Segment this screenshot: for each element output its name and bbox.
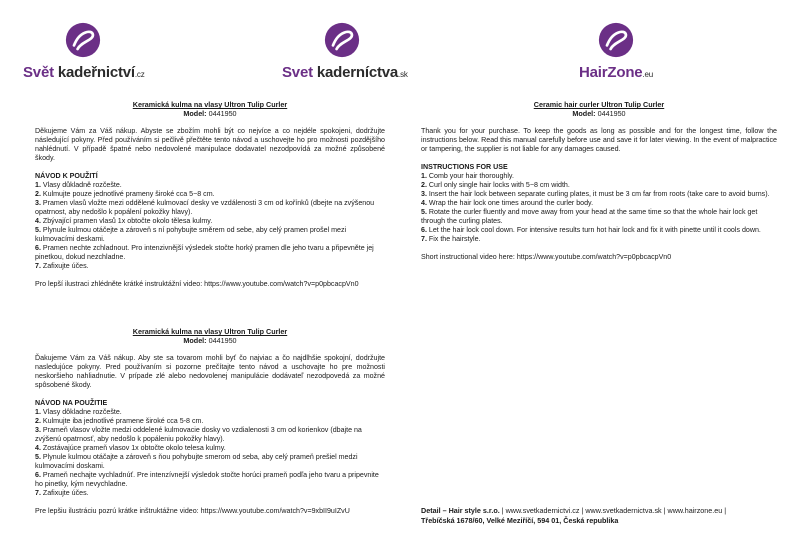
model-label: Model: (183, 109, 207, 118)
company-name: Detail – Hair style s.r.o. (421, 506, 500, 515)
logo-tld: .eu (642, 70, 653, 79)
model-number: 0441950 (208, 336, 237, 345)
logo-word-1: HairZone (579, 64, 643, 81)
steps-list (35, 408, 385, 498)
separator: | (722, 506, 727, 515)
separator: | (579, 506, 586, 515)
hairdresser-swirl-icon (65, 22, 101, 58)
step-item: 6. Pramen nechte zchladnout. Pro intenzivnější výsledek stočte horký pramen dle jeho tvaru a připevněte jej pinetkou, dokud nezchladne. (35, 244, 374, 261)
instructions-english (421, 100, 777, 262)
website-link-sk[interactable]: www.svetkadernictva.sk (585, 506, 662, 515)
company-footer (421, 506, 781, 526)
logo-word-2: kaderníctva (316, 64, 399, 81)
step-item: 5. Rotate the curler fluently and move away from your head at the same time so that the whole hair lock get through the curling plates. (421, 208, 758, 225)
step-item: 7. Fix the hairstyle. (421, 235, 481, 243)
intro-paragraph: Ďakujeme Vám za Váš nákup. Aby ste sa tovarom mohli byť čo najviac a čo najdlhšie spokojní, dodržujte nasledujúce pokyny. Pred používaním si pozorne prečítajte tento návod a uschovajte ho pre možnosti neskoršieho nahliadnutie. V prípade zlé alebo nedovolenej manipulácie dodávateľ nezodpovedá za možné spôsobené škody. (35, 354, 385, 389)
product-title: Keramická kulma na vlasy Ultron Tulip Curler (132, 327, 288, 336)
step-item: 3. Pramen vlasů vložte mezi oddělené kulmovací desky ve vzdálenosti 3 cm od kořínků (dbejte na zvýšenou opatrnost, aby nedošlo k popálení pokožky hlavy). (35, 199, 375, 216)
instructions-heading: NÁVOD K POUŽITÍ (35, 172, 98, 180)
product-model (35, 109, 385, 118)
intro-paragraph: Thank you for your purchase. To keep the goods as long as possible and for the longest time, follow the instructions below. Read this manual carefully before use and save it for later viewing. In the event of malpractice or tampering, the supplier is not liable for any damages caused. (421, 127, 777, 153)
step-item: 7. Zafixujte účes. (35, 262, 89, 270)
instructions-czech (35, 100, 385, 289)
step-item: 3. Insert the hair lock between separate curling plates, it must be 3 cm far from roots (take care to avoid burns). (421, 190, 770, 198)
logo-hairzone-eu (556, 22, 676, 81)
video-link-text[interactable]: Short instructional video here: https://www.youtube.com/watch?v=p0pbcacpVn0 (421, 253, 672, 261)
step-item: 2. Curl only single hair locks with 5−8 cm width. (421, 181, 570, 189)
step-item: 7. Zafixujte účes. (35, 489, 89, 497)
step-item: 4. Wrap the hair lock one times around the curler body. (421, 199, 594, 207)
logo-word-1: Svet (282, 64, 313, 81)
step-item: 1. Comb your hair thoroughly. (421, 172, 514, 180)
website-link-cz[interactable]: www.svetkadernictvi.cz (505, 506, 580, 515)
step-item: 5. Plynule kulmou otáčajte a zároveň s ňou pohybujte smerom od seba, aby celý prameň prešiel medzi kulmovacími doskami. (35, 453, 358, 470)
hairdresser-swirl-icon (324, 22, 360, 58)
step-item: 1. Vlasy dôkladne rozčešte. (35, 408, 122, 416)
instructions-slovak (35, 327, 385, 516)
video-link-text[interactable]: Pro lepší ilustraci zhlédněte krátké instruktážní video: https://www.youtube.com/watch?v=p0pbcacpVn0 (35, 280, 359, 288)
company-address: Třebíčská 1678/60, Velké Meziříčí, 594 01, Česká republika (421, 516, 619, 525)
model-number: 0441950 (597, 109, 626, 118)
instructions-heading: NÁVOD NA POUŽITIE (35, 399, 108, 407)
website-link-eu[interactable]: www.hairzone.eu (667, 506, 723, 515)
logo-text (282, 64, 408, 81)
step-item: 1. Vlasy důkladně rozčešte. (35, 181, 122, 189)
video-link-text[interactable]: Pre lepšiu ilustráciu pozrú krátke inštruktážne video: https://www.youtube.com/watch?v=9xbII9uIZvU (35, 507, 350, 515)
logo-svetkadernictva-sk (282, 22, 408, 81)
logo-svetkadernictvi-cz (23, 22, 143, 81)
instructions-heading: INSTRUCTIONS FOR USE (421, 163, 508, 171)
product-model (35, 336, 385, 345)
steps-list (35, 181, 385, 271)
logo-tld: .cz (134, 70, 145, 79)
footer-line-1 (421, 506, 781, 516)
step-item: 4. Zbývající pramen vlasů 1x obtočte okolo tělesa kulmy. (35, 217, 213, 225)
step-item: 3. Prameň vlasov vložte medzi oddelené kulmovacie dosky vo vzdialenosti 3 cm od korienkov (dbajte na zvýšenú opatrnosť, aby nedošlo k popáleniu pokožky hlavy). (35, 426, 362, 443)
model-label: Model: (183, 336, 207, 345)
model-number: 0441950 (208, 109, 237, 118)
product-model (421, 109, 777, 118)
logo-text (23, 64, 143, 81)
separator: | (499, 506, 506, 515)
step-item: 4. Zostávajúce prameň vlasov 1x obtočte okolo telesa kulmy. (35, 444, 226, 452)
logo-word-1: Svět (23, 64, 54, 81)
steps-list (421, 172, 777, 244)
logo-tld: .sk (398, 70, 408, 79)
product-title: Ceramic hair curler Ultron Tulip Curler (533, 100, 665, 109)
separator: | (661, 506, 668, 515)
intro-paragraph: Děkujeme Vám za Váš nákup. Abyste se zbožím mohli být co nejvíce a co nejdéle spokojeni, dodržujte následující pokyny. Před používáním si pečlivě přečtěte tento návod a uschovejte ho pro možnosti pozdějšího nahlédnutí. V případě špatné nebo nedovolené manipulace dodavatel nezodpovídá za možné způsobené škody. (35, 127, 385, 162)
step-item: 2. Kulmujte iba jednotlivé pramene široké cca 5-8 cm. (35, 417, 204, 425)
logo-text (556, 64, 676, 81)
step-item: 2. Kulmujte pouze jednotlivé prameny široké cca 5−8 cm. (35, 190, 215, 198)
step-item: 5. Plynule kulmou otáčejte a zároveň s ní pohybujte směrem od sebe, aby celý pramen prošel mezi kulmovacími deskami. (35, 226, 347, 243)
step-item: 6. Let the hair lock cool down. For intensive results turn hot hair lock and fix it with pinette until it cools down. (421, 226, 761, 234)
step-item: 6. Prameň nechajte vychladnúť. Pre intenzívnejší výsledok stočte horúci prameň podľa jeho tvaru a pripevnite ho pinetky, kým nevychladne. (35, 471, 379, 488)
logo-word-2: kadeřnictví (57, 64, 135, 81)
hairdresser-swirl-icon (598, 22, 634, 58)
model-label: Model: (572, 109, 596, 118)
product-title: Keramická kulma na vlasy Ultron Tulip Curler (132, 100, 288, 109)
